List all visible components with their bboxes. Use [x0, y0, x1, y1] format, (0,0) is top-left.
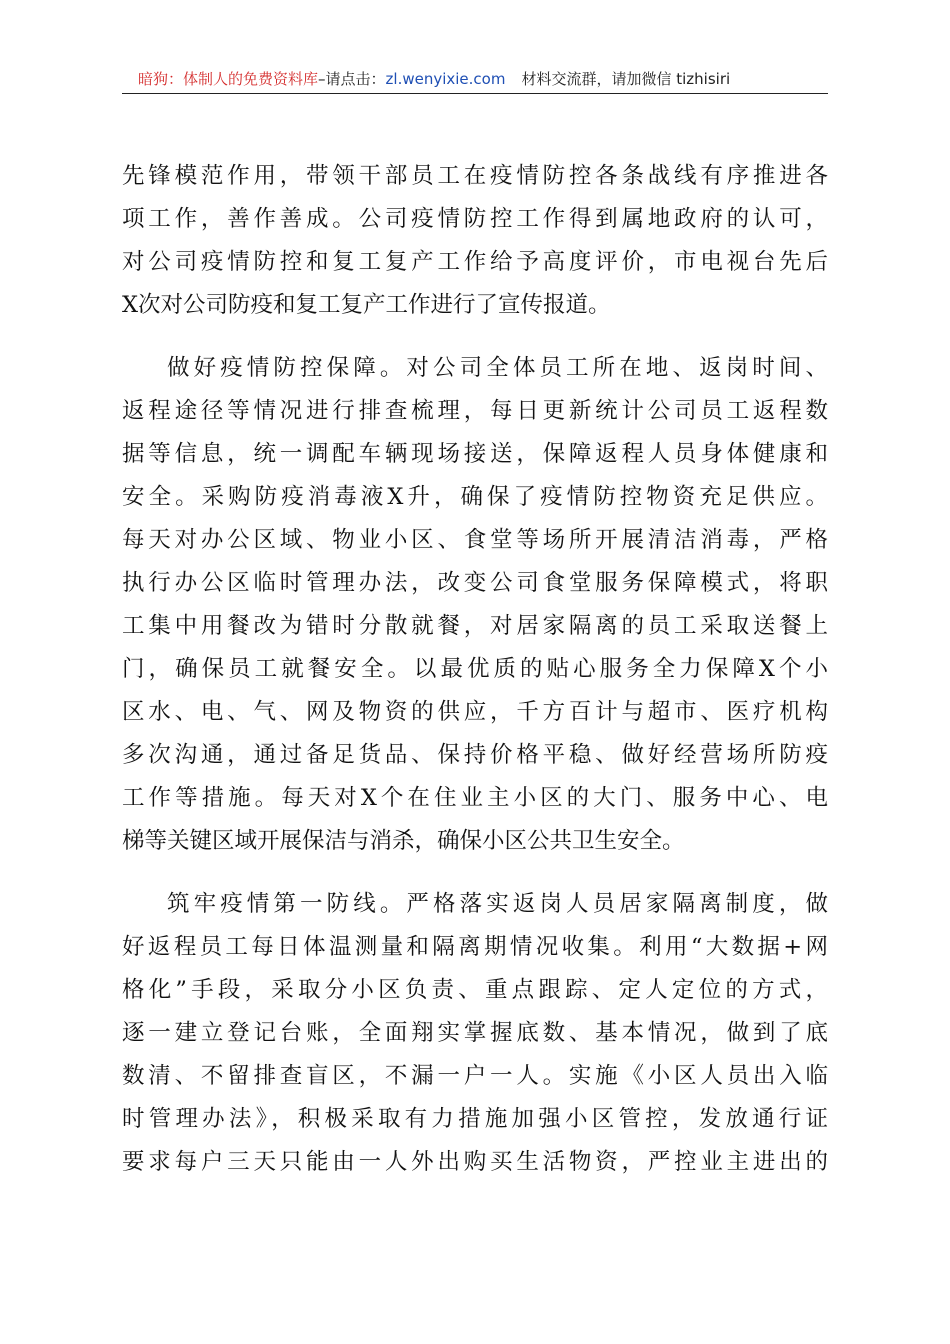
text-line: 多次沟通，通过备足货品、保持价格平稳、做好经营场所防疫: [122, 742, 828, 768]
header-site-name: 暗狗：体制人的免费资料库: [138, 70, 319, 88]
text-line: 每天对办公区域、物业小区、食堂等场所开展清洁消毒，严格: [122, 527, 828, 553]
text-line: 门，确保员工就餐安全。以最优质的贴心服务全力保障X个小: [122, 656, 828, 682]
text-line: 梯等关键区域开展保洁与消杀，确保小区公共卫生安全。: [122, 828, 685, 854]
paragraph-2: [122, 347, 828, 863]
text-line: 好返程员工每日体温测量和隔离期情况收集。利用“大数据+网: [122, 934, 828, 960]
text-line: X次对公司防疫和复工复产工作进行了宣传报道。: [122, 292, 611, 318]
text-line: 执行办公区临时管理办法，改变公司食堂服务保障模式，将职: [122, 570, 828, 596]
text-line: 区水、电、气、网及物资的供应，千方百计与超市、医疗机构: [122, 699, 828, 725]
header-line: [138, 68, 730, 89]
header-click-prefix: –请点击：: [318, 70, 386, 88]
text-line: 据等信息，统一调配车辆现场接送，保障返程人员身体健康和: [122, 441, 828, 467]
text-line: 项工作，善作善成。公司疫情防控工作得到属地政府的认可，: [122, 206, 828, 232]
text-line: 做好疫情防控保障。对公司全体员工所在地、返岗时间、: [167, 355, 828, 381]
text-line: 数清、不留排查盲区，不漏一户一人。实施《小区人员出入临: [122, 1063, 828, 1089]
paragraph-gap: [122, 863, 828, 883]
text-line: 工集中用餐改为错时分散就餐，对居家隔离的员工采取送餐上: [122, 613, 828, 639]
paragraph-3: [122, 883, 828, 1184]
text-line: 先锋模范作用，带领干部员工在疫情防控各条战线有序推进各: [122, 163, 828, 189]
text-line: 安全。采购防疫消毒液X升，确保了疫情防控物资充足供应。: [122, 484, 828, 510]
text-line: 工作等措施。每天对X个在住业主小区的大门、服务中心、电: [122, 785, 828, 811]
text-line: 返程途径等情况进行排查梳理，每日更新统计公司员工返程数: [122, 398, 828, 424]
header-wechat-note: 材料交流群，请加微信 tizhisiri: [521, 70, 731, 88]
text-line: 筑牢疫情第一防线。严格落实返岗人员居家隔离制度，做: [167, 891, 828, 917]
text-line: 对公司疫情防控和复工复产工作给予高度评价，市电视台先后: [122, 249, 828, 275]
text-line: 逐一建立登记台账，全面翔实掌握底数、基本情况，做到了底: [122, 1020, 828, 1046]
document-body: [122, 155, 828, 1184]
header-url-link[interactable]: zl.wenyixie.com: [385, 70, 506, 88]
text-line: 要求每户三天只能由一人外出购买生活物资，严控业主进出的: [122, 1149, 828, 1175]
text-line: 时管理办法》，积极采取有力措施加强小区管控，发放通行证: [122, 1106, 828, 1132]
paragraph-1: [122, 155, 828, 327]
text-line: 格化”手段，采取分小区负责、重点跟踪、定人定位的方式，: [122, 977, 828, 1003]
paragraph-gap: [122, 327, 828, 347]
page-header: [122, 62, 828, 94]
